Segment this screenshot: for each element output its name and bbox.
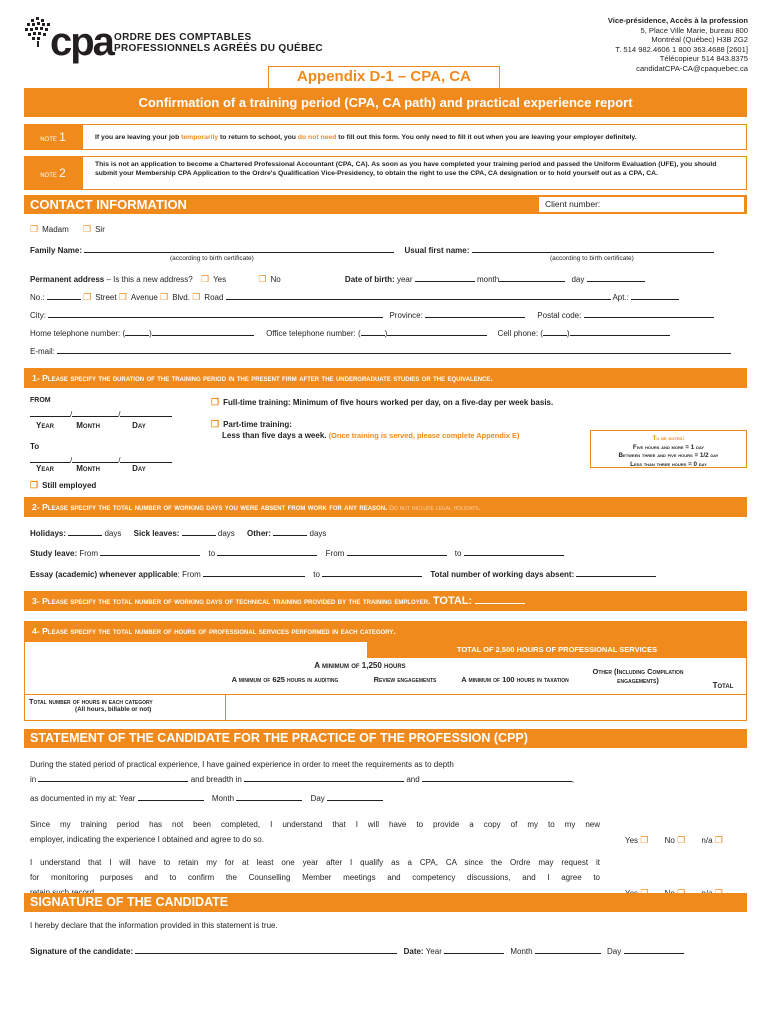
- email-row: [30, 345, 731, 356]
- row-label: Total number of hours in each category: [29, 697, 153, 706]
- from-day-input[interactable]: [120, 408, 172, 417]
- org-line1: ORDRE DES COMPTABLES: [114, 32, 252, 43]
- contact-block: [608, 16, 748, 74]
- date-day-input[interactable]: [624, 945, 684, 954]
- date-month-input[interactable]: [535, 945, 601, 954]
- city-row: [30, 309, 714, 320]
- dob-day-input[interactable]: [587, 273, 645, 282]
- full-time-label: Full-time training: Minimum of five hours worked per day, on a five-day per week basis.: [223, 398, 554, 407]
- sir-checkbox[interactable]: ❐: [83, 224, 92, 234]
- city-input[interactable]: [48, 309, 383, 318]
- signature-label: Signature of the candidate:: [30, 947, 134, 956]
- sir-label: Sir: [95, 225, 105, 234]
- rule-2: Between three and five hours = 1/2 day: [618, 452, 719, 459]
- hours-total-input[interactable]: [701, 695, 747, 721]
- contact-line-3: T. 514 982.4606 1 800 363.4688 [2601]: [615, 44, 748, 54]
- family-name-input[interactable]: [84, 244, 394, 253]
- essay-row: [30, 568, 656, 579]
- office-area-input[interactable]: [361, 327, 385, 336]
- sec1-to-date: / /: [30, 454, 172, 465]
- cpp-body: [30, 758, 742, 900]
- sick-leaves-input[interactable]: [182, 527, 216, 536]
- cpp-p1-fields: in and breadth in and ,: [30, 774, 575, 784]
- holidays-days: days: [104, 529, 122, 538]
- study-to-input-1[interactable]: [217, 547, 317, 556]
- from-month-input[interactable]: [72, 408, 118, 417]
- sec3-heading: [24, 591, 747, 611]
- dob-month-input[interactable]: [499, 273, 565, 282]
- contact-line-0: Vice-présidence, Accès à la profession: [607, 16, 748, 25]
- road-checkbox[interactable]: ❐: [192, 292, 201, 302]
- sec3-heading-text: 3- Please specify the total number of working days of technical training provided by the training employer.: [32, 596, 431, 606]
- date-year-label: Year: [425, 947, 442, 956]
- cpp-and-label: and: [406, 774, 420, 784]
- total-absent-label: Total number of working days absent:: [430, 570, 575, 579]
- note1-word: note: [40, 134, 57, 143]
- p2-yes-checkbox[interactable]: ❐: [640, 835, 649, 846]
- to-month-unit: Month: [76, 464, 100, 473]
- col-auditing: A minimum of 625 hours in auditing: [231, 675, 339, 684]
- to-be-noted-title: To be noted:: [652, 435, 685, 442]
- cpp-breadth-label: and breadth in: [190, 774, 242, 784]
- sec1-from-date: / /: [30, 408, 172, 419]
- essay-to: to: [313, 570, 320, 579]
- apt-label: Apt.:: [612, 293, 629, 302]
- contact-line-4: Télécopieur 514 843.8375: [659, 54, 748, 64]
- col-taxation: A minimum of 100 hours in taxation: [461, 675, 569, 684]
- sec4-heading: 4- Please specify the total number of hours of professional services performed in each category.: [24, 621, 747, 641]
- cpp-year-input[interactable]: [138, 792, 204, 801]
- civic-no-input[interactable]: [47, 291, 81, 300]
- cpp-month-input[interactable]: [236, 792, 302, 801]
- study-leave-label: Study leave:: [30, 549, 78, 558]
- office-paren: ): [384, 329, 388, 338]
- family-name-row: [30, 244, 714, 255]
- p2-na-label: n/a: [701, 836, 713, 846]
- note1-num: 1: [59, 130, 66, 144]
- home-paren: ): [149, 329, 152, 338]
- cpp-p2b: employer, indicating the experience I obtained and agree to do so.: [30, 835, 264, 845]
- home-area-input[interactable]: [125, 327, 149, 336]
- note1-text-b: temporarily: [181, 134, 219, 141]
- part-time-row: [211, 419, 292, 430]
- salutation-row: [30, 224, 105, 235]
- study-from-1: From: [79, 549, 99, 558]
- cpp-p2a: Since my training period has not been completed, I understand that I will have to provide a copy of my to my new: [30, 820, 600, 830]
- from-year-unit: Year: [36, 421, 55, 430]
- sec3-total-input[interactable]: [475, 594, 525, 604]
- city-label: City:: [30, 311, 46, 320]
- cell-phone-input[interactable]: [570, 327, 670, 336]
- address-yes-label: Yes: [213, 275, 227, 284]
- date-day-label: Day: [607, 947, 622, 956]
- rule-3: Less than three hours = 0 day: [630, 460, 707, 468]
- study-from-input-1[interactable]: [100, 547, 200, 556]
- hours-review-input[interactable]: [355, 695, 455, 721]
- address-no-checkbox[interactable]: ❐: [258, 274, 267, 284]
- other-days: days: [309, 529, 327, 538]
- cpp-documented-label: as documented in my at: Year: [30, 793, 136, 803]
- office-phone-label: Office telephone number: (: [266, 329, 361, 338]
- dob-day-label: day: [571, 275, 585, 284]
- study-to-input-2[interactable]: [464, 547, 564, 556]
- part-time-detail-text: Less than five days a week.: [222, 431, 329, 440]
- date-year-input[interactable]: [444, 945, 504, 954]
- cpp-heading: STATEMENT OF THE CANDIDATE FOR THE PRACTICE OF THE PROFESSION (CPP): [24, 729, 747, 748]
- birth-cert-note-2: (according to birth certificate): [550, 255, 634, 262]
- blvd-checkbox[interactable]: ❐: [160, 292, 169, 302]
- cell-paren: ): [566, 329, 570, 338]
- signature-input[interactable]: [135, 945, 397, 954]
- hours-auditing-input[interactable]: [225, 695, 345, 721]
- still-employed-checkbox[interactable]: ❐: [30, 480, 39, 490]
- madam-checkbox[interactable]: ❐: [30, 224, 39, 234]
- p2-no-label: No: [664, 836, 675, 846]
- note1-text-d: do not need: [297, 134, 337, 141]
- essay-to-input[interactable]: [322, 568, 422, 577]
- address-row: [30, 273, 645, 285]
- from-day-unit: Day: [132, 421, 146, 430]
- cpp-breadth-input-2[interactable]: [422, 773, 572, 782]
- from-year-input[interactable]: [30, 408, 70, 417]
- study-from-2: From: [325, 549, 345, 558]
- address-yes-checkbox[interactable]: ❐: [201, 274, 210, 284]
- date-label: Date:: [403, 947, 424, 956]
- hours-taxation-input[interactable]: [455, 695, 575, 721]
- sec1-heading: 1- Please specify the duration of the training period in the present firm after the undergraduate studies or the equivalence.: [24, 368, 747, 388]
- cpp-day-input[interactable]: [327, 792, 383, 801]
- dob-label: Date of birth:: [344, 275, 395, 284]
- address-no-label: No: [270, 275, 281, 284]
- cpp-month-label: Month: [211, 793, 235, 803]
- declaration: I hereby declare that the information provided in this statement is true.: [30, 921, 278, 930]
- street-checkbox[interactable]: ❐: [83, 292, 92, 302]
- sick-days: days: [217, 529, 235, 538]
- essay-from-input[interactable]: [203, 568, 305, 577]
- note1-text-a: If you are leaving your job: [95, 134, 182, 141]
- holidays-input[interactable]: [68, 527, 102, 536]
- note2-label: [24, 156, 82, 190]
- permanent-address-label: Permanent address: [30, 275, 105, 284]
- to-day-unit: Day: [132, 464, 146, 473]
- logo-text: cpa: [50, 20, 113, 64]
- part-time-label: Part-time training:: [223, 420, 292, 429]
- holidays-label: Holidays:: [30, 529, 67, 538]
- apt-input[interactable]: [631, 291, 679, 300]
- total-absent-input[interactable]: [576, 568, 656, 577]
- street-name-input[interactable]: [226, 291, 611, 300]
- sec2-heading-text: 2- Please specify the total number of working days you were absent from work for any reason.: [32, 502, 388, 512]
- cpp-p3b: for monitoring purposes and to confirm the Counselling Member meetings and competency discussions, and I agree to: [30, 872, 600, 882]
- new-address-question: – Is this a new address?: [104, 275, 193, 284]
- col-review: Review engagements: [373, 675, 437, 684]
- other-input[interactable]: [273, 527, 307, 536]
- contact-heading-text: CONTACT INFORMATION: [30, 197, 187, 212]
- cpp-day-label: Day: [310, 793, 325, 803]
- note2-text: This is not an application to become a Chartered Professional Accountant (CPA, CA). As soon as you have completed your training period and passed the Uniform Evaluation (UFE), you should submit your Membership CPA Application to the Ordre's Qualification Vice-Presidency, to obtain the right to use the CPA, CA designation or to hold yourself out as a CPA, CA.: [82, 156, 747, 190]
- hours-other-input[interactable]: [583, 695, 693, 721]
- cpp-breadth-input-1[interactable]: [244, 773, 404, 782]
- part-time-detail: [222, 431, 519, 440]
- org-name: [114, 32, 323, 54]
- sec1-from-label: FROM: [30, 397, 51, 404]
- study-from-input-2[interactable]: [347, 547, 447, 556]
- province-label: Province:: [389, 311, 423, 320]
- cell-phone-label: Cell phone: (: [497, 329, 543, 338]
- note1-text-e: to fill out this form. You only need to fill it out when you are leaving your employer definitely.: [336, 134, 637, 141]
- birth-cert-note-1: (according to birth certificate): [170, 255, 254, 262]
- col-total: Total: [712, 681, 734, 690]
- note1-text-c: to return to school, you: [218, 134, 298, 141]
- note1-label: [24, 124, 82, 150]
- road-label: Road: [204, 293, 224, 302]
- other-label: Other:: [247, 529, 272, 538]
- note1-text: [82, 124, 747, 150]
- email-input[interactable]: [57, 345, 731, 354]
- part-time-checkbox[interactable]: ❐: [211, 419, 220, 429]
- phone-row: [30, 327, 670, 338]
- avenue-label: Avenue: [130, 293, 158, 302]
- postal-code-label: Postal code:: [537, 311, 582, 320]
- client-number-label: Client number:: [545, 199, 601, 209]
- form-title: Confirmation of a training period (CPA, CA path) and practical experience report: [24, 88, 747, 117]
- cell-area-input[interactable]: [543, 327, 567, 336]
- sec1-from-units: [36, 421, 146, 430]
- email-label: E-mail:: [30, 347, 55, 356]
- signature-heading: SIGNATURE OF THE CANDIDATE: [24, 893, 747, 912]
- cpp-p1: During the stated period of practical experience, I have gained experience in order to meet the requirements as to depth: [30, 760, 454, 769]
- avenue-checkbox[interactable]: ❐: [118, 292, 127, 302]
- to-be-noted-box: [590, 430, 747, 468]
- home-phone-input[interactable]: [152, 327, 254, 336]
- contact-line-1: 5, Place Ville Marie, bureau 800: [640, 25, 748, 35]
- appendix-title: Appendix D-1 – CPA, CA: [268, 66, 500, 88]
- contact-heading: [24, 195, 747, 214]
- hours-table: [24, 641, 747, 721]
- total-hours-banner: TOTAL OF 2,500 HOURS OF PROFESSIONAL SERVICES: [367, 642, 747, 658]
- family-name-label: Family Name:: [30, 246, 83, 255]
- p2-na-checkbox[interactable]: ❐: [714, 835, 723, 846]
- from-month-unit: Month: [76, 421, 100, 430]
- cpp-p3a: I understand that I will have to retain my for at least one year after I qualify as a CPA, CA since the Ordre may request it: [30, 857, 600, 867]
- cpp-in-label: in: [30, 774, 37, 784]
- contact-line-5[interactable]: candidatCPA-CA@cpaquebec.ca: [636, 63, 748, 73]
- first-name-label: Usual first name:: [404, 246, 470, 255]
- province-input[interactable]: [425, 309, 525, 318]
- rule-1: Five hours and more = 1 day: [632, 443, 705, 451]
- office-phone-input[interactable]: [384, 327, 487, 338]
- client-number-field[interactable]: [539, 197, 744, 212]
- cpp-p2: [30, 818, 742, 848]
- p2-no-checkbox[interactable]: ❐: [677, 835, 686, 846]
- dob-year-input[interactable]: [415, 273, 475, 282]
- cpp-p2-options: [625, 833, 727, 849]
- note2-word: note: [40, 170, 57, 179]
- row-sub: (All hours, billable or not): [75, 706, 152, 713]
- contact-line-2: Montréal (Québec) H3B 2G2: [651, 35, 748, 45]
- sec1-to-label: To: [30, 442, 40, 451]
- org-line2: PROFESSIONNELS AGRÉÉS DU QUÉBEC: [114, 43, 323, 54]
- civic-no-label: No.:: [30, 293, 45, 302]
- study-leave-row: [30, 547, 564, 558]
- signature-row: [30, 945, 684, 956]
- street-row: [30, 291, 679, 303]
- first-name-input[interactable]: [472, 244, 714, 253]
- p2-yes-label: Yes: [625, 836, 639, 846]
- full-time-checkbox[interactable]: ❐: [211, 397, 220, 407]
- still-employed-label: Still employed: [42, 481, 97, 490]
- postal-code-input[interactable]: [584, 309, 714, 318]
- cpp-documented-row: [30, 792, 742, 807]
- sec2-heading-note: Do not include legal holidays.: [387, 505, 481, 512]
- study-to-2: to: [454, 549, 462, 558]
- to-day-input[interactable]: [120, 454, 172, 463]
- absences-row: [30, 527, 326, 538]
- sec2-heading: [24, 497, 747, 517]
- sec3-total-label: TOTAL:: [432, 595, 473, 607]
- full-time-row: [211, 397, 553, 408]
- essay-from: : From: [177, 570, 201, 579]
- sick-leaves-label: Sick leaves:: [133, 529, 180, 538]
- blvd-label: Blvd.: [172, 293, 190, 302]
- dob-year-label: year: [396, 275, 413, 284]
- dob-month-label: month: [476, 275, 500, 284]
- col-other: Other (Including Compilation engagements): [592, 667, 684, 685]
- part-time-note: (Once training is served, please complete Appendix E): [328, 431, 520, 440]
- cpp-depth-input[interactable]: [38, 773, 188, 782]
- sec1-to-units: [36, 464, 146, 473]
- essay-label: Essay (academic) whenever applicable: [30, 570, 178, 579]
- note2-num: 2: [59, 166, 66, 180]
- to-month-input[interactable]: [72, 454, 118, 463]
- logo: [22, 16, 122, 64]
- date-month-label: Month: [510, 947, 533, 956]
- home-phone-label: Home telephone number: (: [30, 329, 126, 338]
- study-to-1: to: [208, 549, 216, 558]
- street-label: Street: [95, 293, 117, 302]
- madam-label: Madam: [42, 225, 69, 234]
- min-1250-label: A minimum of 1,250 hours: [314, 661, 406, 670]
- to-year-unit: Year: [36, 464, 55, 473]
- to-year-input[interactable]: [30, 454, 70, 463]
- still-employed-row: [30, 480, 96, 491]
